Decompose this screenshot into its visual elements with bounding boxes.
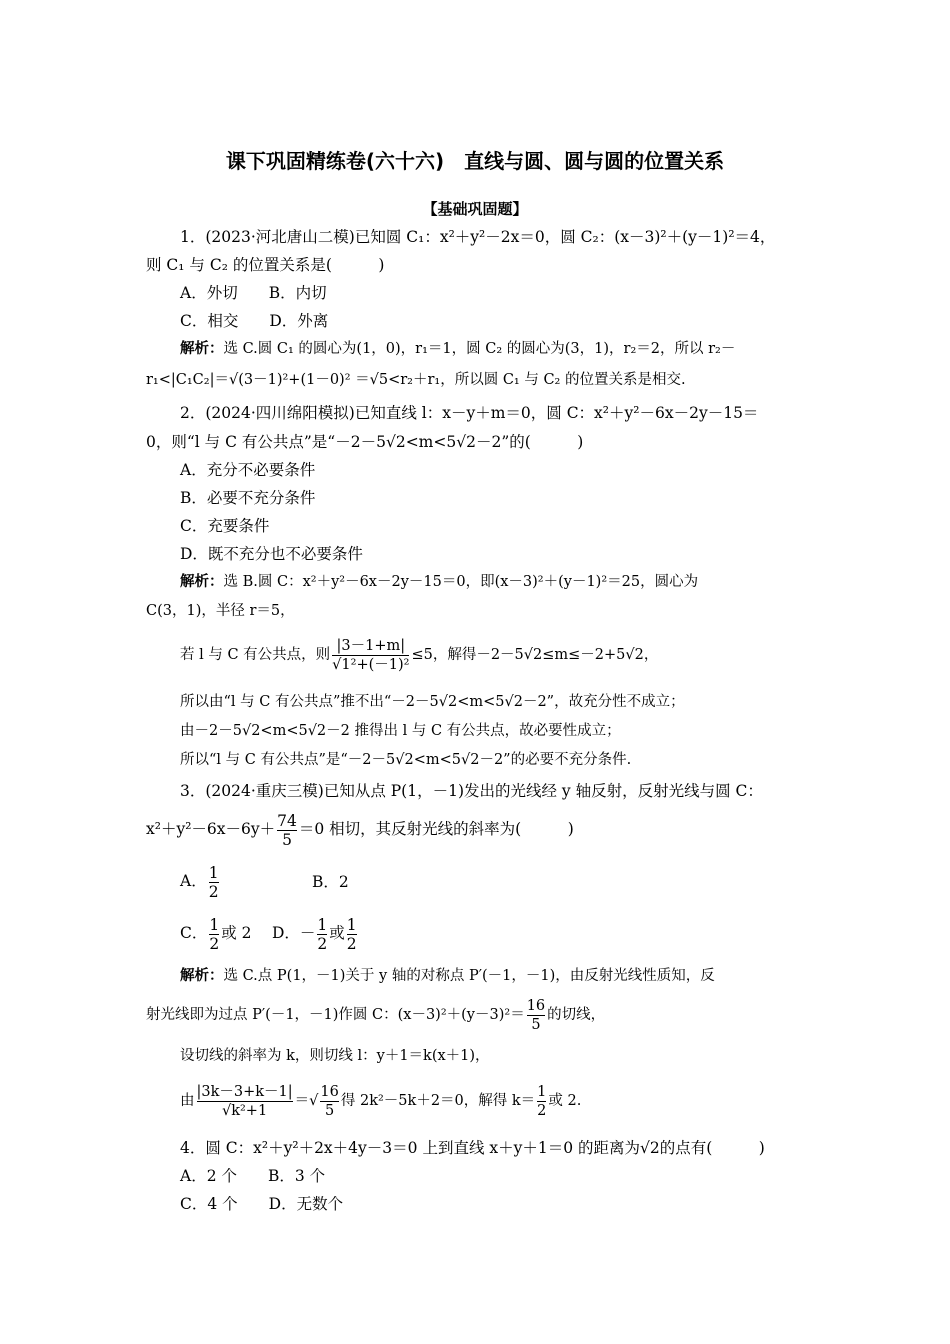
fraction-numerator: |3－1+m| — [336, 637, 406, 654]
fraction-denominator: 5 — [320, 1101, 338, 1120]
fraction-numerator: 1 — [209, 915, 220, 934]
q3-option-d-or: 或 — [329, 924, 345, 942]
q2-solution-line-4: 所以由“l 与 C 有公共点”推不出“－2－5√2<m<5√2－2”，故充分性不成立； — [180, 694, 685, 710]
q3-solution-text-4b: ＝√ — [294, 1093, 319, 1109]
q2-solution-text-3a: 若 l 与 C 有公共点，则 — [180, 647, 331, 663]
solution-label: 解析： — [180, 574, 224, 590]
q3-option-c-fraction — [209, 916, 219, 953]
q2-option-a: A．充分不必要条件 — [180, 461, 316, 479]
q3-solution-text-2b: 的切线， — [547, 1007, 606, 1023]
q3-option-c-suffix: 或 2 D．－ — [221, 924, 316, 942]
q1-stem-line-2: 则 C₁ 与 C₂ 的位置关系是( ) — [146, 256, 385, 274]
fraction-denominator: 2 — [209, 934, 220, 953]
q2-option-c: C．充要条件 — [180, 517, 270, 535]
q2-solution-text-3b: ≤5，解得－2－5√2≤m≤－2+5√2， — [411, 647, 659, 663]
q3-option-d-fraction-1 — [317, 916, 327, 953]
q3-option-c-label: C． — [180, 924, 208, 942]
q3-solution-text-4c: 得 2k²－5k＋2＝0，解得 k＝ — [340, 1093, 536, 1109]
q3-solution-line-2 — [146, 996, 605, 1034]
q3-option-a-label: A． — [180, 872, 207, 890]
fraction-denominator: 2 — [346, 934, 357, 953]
q3-option-a-fraction — [209, 864, 219, 901]
fraction-denominator: √1²+(－1)² — [332, 656, 410, 673]
q2-solution-line-6: 所以“l 与 C 有公共点”是“－2－5√2<m<5√2－2”的必要不充分条件. — [180, 752, 632, 768]
q1-options-ab: A．外切 B．内切 — [180, 284, 327, 302]
q2-solution-line-1 — [180, 572, 698, 592]
q2-solution-text-1: 选 B.圆 C：x²＋y²－6x－2y－15＝0，即(x－3)²＋(y－1)²＝25，圆心为 — [223, 574, 699, 590]
fraction-denominator: 5 — [277, 830, 297, 849]
q3-option-d-fraction-2 — [347, 916, 357, 953]
q3-stem-line-1: 3．(2024·重庆三模)已知从点 P(1，－1)发出的光线经 y 轴反射，反射光线与圆 C： — [180, 782, 763, 800]
q3-options-ab — [180, 862, 221, 901]
q4-stem-line-1: 4．圆 C：x²＋y²＋2x＋4y－3＝0 上到直线 x＋y＋1＝0 的距离为√2的点有( ) — [180, 1139, 765, 1157]
q3-stem-text-2a: x²＋y²－6x－6y＋ — [146, 820, 276, 838]
q1-solution-line-2: r₁<|C₁C₂|＝√(3－1)²+(1－0)² ＝√5<r₂＋r₁，所以圆 C₁ 与 C₂ 的位置关系是相交. — [146, 372, 686, 388]
q3-solution-fraction-4b — [320, 1083, 338, 1120]
q2-distance-fraction — [332, 637, 409, 674]
q3-solution-fraction-2 — [527, 997, 545, 1034]
q3-solution-fraction-4c — [537, 1083, 546, 1120]
solution-label: 解析： — [180, 341, 224, 357]
fraction-denominator: 2 — [208, 882, 219, 901]
q3-solution-text-4a: 由 — [180, 1093, 195, 1109]
q3-options-cd — [180, 914, 359, 953]
fraction-numerator: 16 — [320, 1083, 339, 1100]
q1-options-cd: C．相交 D．外离 — [180, 312, 329, 330]
fraction-numerator: 1 — [346, 915, 357, 934]
q3-option-b: B．2 — [312, 873, 349, 891]
solution-label: 解析： — [180, 968, 224, 984]
q3-solution-line-3: 设切线的斜率为 k，则切线 l：y＋1＝k(x＋1)， — [180, 1048, 490, 1064]
fraction-numerator: |3k－3+k－1| — [196, 1083, 293, 1100]
q3-solution-line-1 — [180, 966, 715, 986]
fraction-numerator: 74 — [277, 811, 297, 830]
q2-solution-line-5: 由－2－5√2<m<5√2－2 推得出 l 与 C 有公共点，故必要性成立； — [180, 723, 621, 739]
fraction-numerator: 1 — [208, 863, 219, 882]
q3-solution-text-2a: 射光线即为过点 P′(－1，－1)作圆 C：(x－3)²＋(y－3)²＝ — [146, 1007, 525, 1023]
q3-solution-fraction-4 — [197, 1083, 293, 1120]
fraction-numerator: 1 — [537, 1083, 547, 1100]
q2-option-b: B．必要不充分条件 — [180, 489, 316, 507]
fraction-denominator: 2 — [537, 1102, 547, 1119]
page-title: 课下巩固精练卷(六十六) 直线与圆、圆与圆的位置关系 — [225, 149, 725, 173]
q2-solution-line-2: C(3，1)，半径 r＝5， — [146, 603, 295, 619]
q3-stem-line-2 — [146, 810, 574, 849]
section-heading: 【基础巩固题】 — [422, 200, 528, 218]
fraction-denominator: 5 — [527, 1015, 545, 1034]
q4-options-cd: C．4 个 D．无数个 — [180, 1195, 344, 1213]
q3-solution-text-1: 选 C.点 P(1，－1)关于 y 轴的对称点 P′(－1，－1)，由反射光线性质知，反 — [223, 968, 715, 984]
q1-stem-line-1: 1．(2023·河北唐山二模)已知圆 C₁：x²＋y²－2x＝0，圆 C₂：(x－3)²＋(y－1)²＝4， — [180, 228, 776, 246]
q2-stem-line-1: 2．(2024·四川绵阳模拟)已知直线 l：x－y＋m＝0，圆 C：x²＋y²－6x－2y－15＝ — [180, 404, 759, 422]
q3-solution-line-4 — [180, 1082, 581, 1120]
q4-options-ab: A．2 个 B．3 个 — [180, 1167, 326, 1185]
q3-stem-text-2b: ＝0 相切，其反射光线的斜率为( ) — [298, 820, 574, 838]
fraction-numerator: 1 — [317, 915, 328, 934]
fraction-denominator: 2 — [317, 934, 328, 953]
q1-solution-line-1 — [180, 339, 735, 359]
q2-option-d: D．既不充分也不必要条件 — [180, 545, 363, 563]
q1-solution-text-1: 选 C.圆 C₁ 的圆心为(1，0)，r₁＝1，圆 C₂ 的圆心为(3，1)，r₂＝2，所以 r₂－ — [223, 341, 736, 357]
fraction-denominator: √k²+1 — [197, 1101, 293, 1120]
q3-solution-text-4d: 或 2. — [548, 1093, 582, 1109]
q3-stem-fraction — [277, 812, 297, 849]
fraction-numerator: 16 — [526, 997, 546, 1014]
q2-solution-line-3 — [180, 636, 658, 674]
q2-stem-line-2: 0，则“l 与 C 有公共点”是“－2－5√2<m<5√2－2”的( ) — [146, 433, 584, 451]
